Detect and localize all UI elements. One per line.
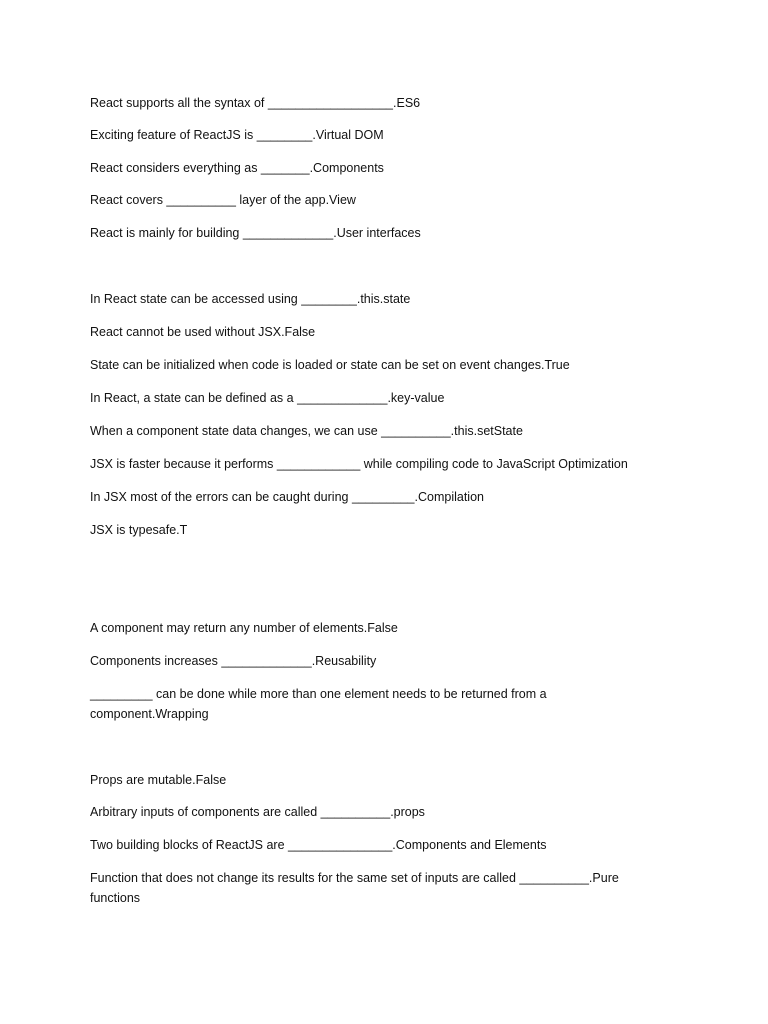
question-line: In React, a state can be defined as a _____________.key-value xyxy=(90,391,445,405)
question-line: In JSX most of the errors can be caught during _________.Compilation xyxy=(90,490,484,504)
question-line: React supports all the syntax of __________________.ES6 xyxy=(90,96,421,110)
question-line: React covers __________ layer of the app.View xyxy=(90,193,356,207)
question-line: Function that does not change its results for the same set of inputs are called __________.Pure functions xyxy=(90,871,619,905)
question-line: JSX is typesafe.T xyxy=(90,523,188,537)
question-line: In React state can be accessed using ________.this.state xyxy=(90,292,411,306)
question-line: When a component state data changes, we can use __________.this.setState xyxy=(90,424,523,438)
question-line: Exciting feature of ReactJS is ________.Virtual DOM xyxy=(90,128,384,142)
question-line: React is mainly for building _____________.User interfaces xyxy=(90,226,421,240)
question-line: React considers everything as _______.Components xyxy=(90,161,384,175)
question-line: A component may return any number of elements.False xyxy=(90,621,398,635)
question-line: Two building blocks of ReactJS are _______________.Components and Elements xyxy=(90,838,547,852)
question-line: Components increases _____________.Reusability xyxy=(90,654,377,668)
question-line: State can be initialized when code is loaded or state can be set on event changes.True xyxy=(90,358,570,372)
question-line: Arbitrary inputs of components are called __________.props xyxy=(90,805,425,819)
question-line: _________ can be done while more than one element needs to be returned from a component.Wrapping xyxy=(90,687,547,721)
question-line: React cannot be used without JSX.False xyxy=(90,325,316,339)
question-line: Props are mutable.False xyxy=(90,773,227,787)
question-line: JSX is faster because it performs ____________ while compiling code to JavaScript Optimization xyxy=(90,457,628,471)
